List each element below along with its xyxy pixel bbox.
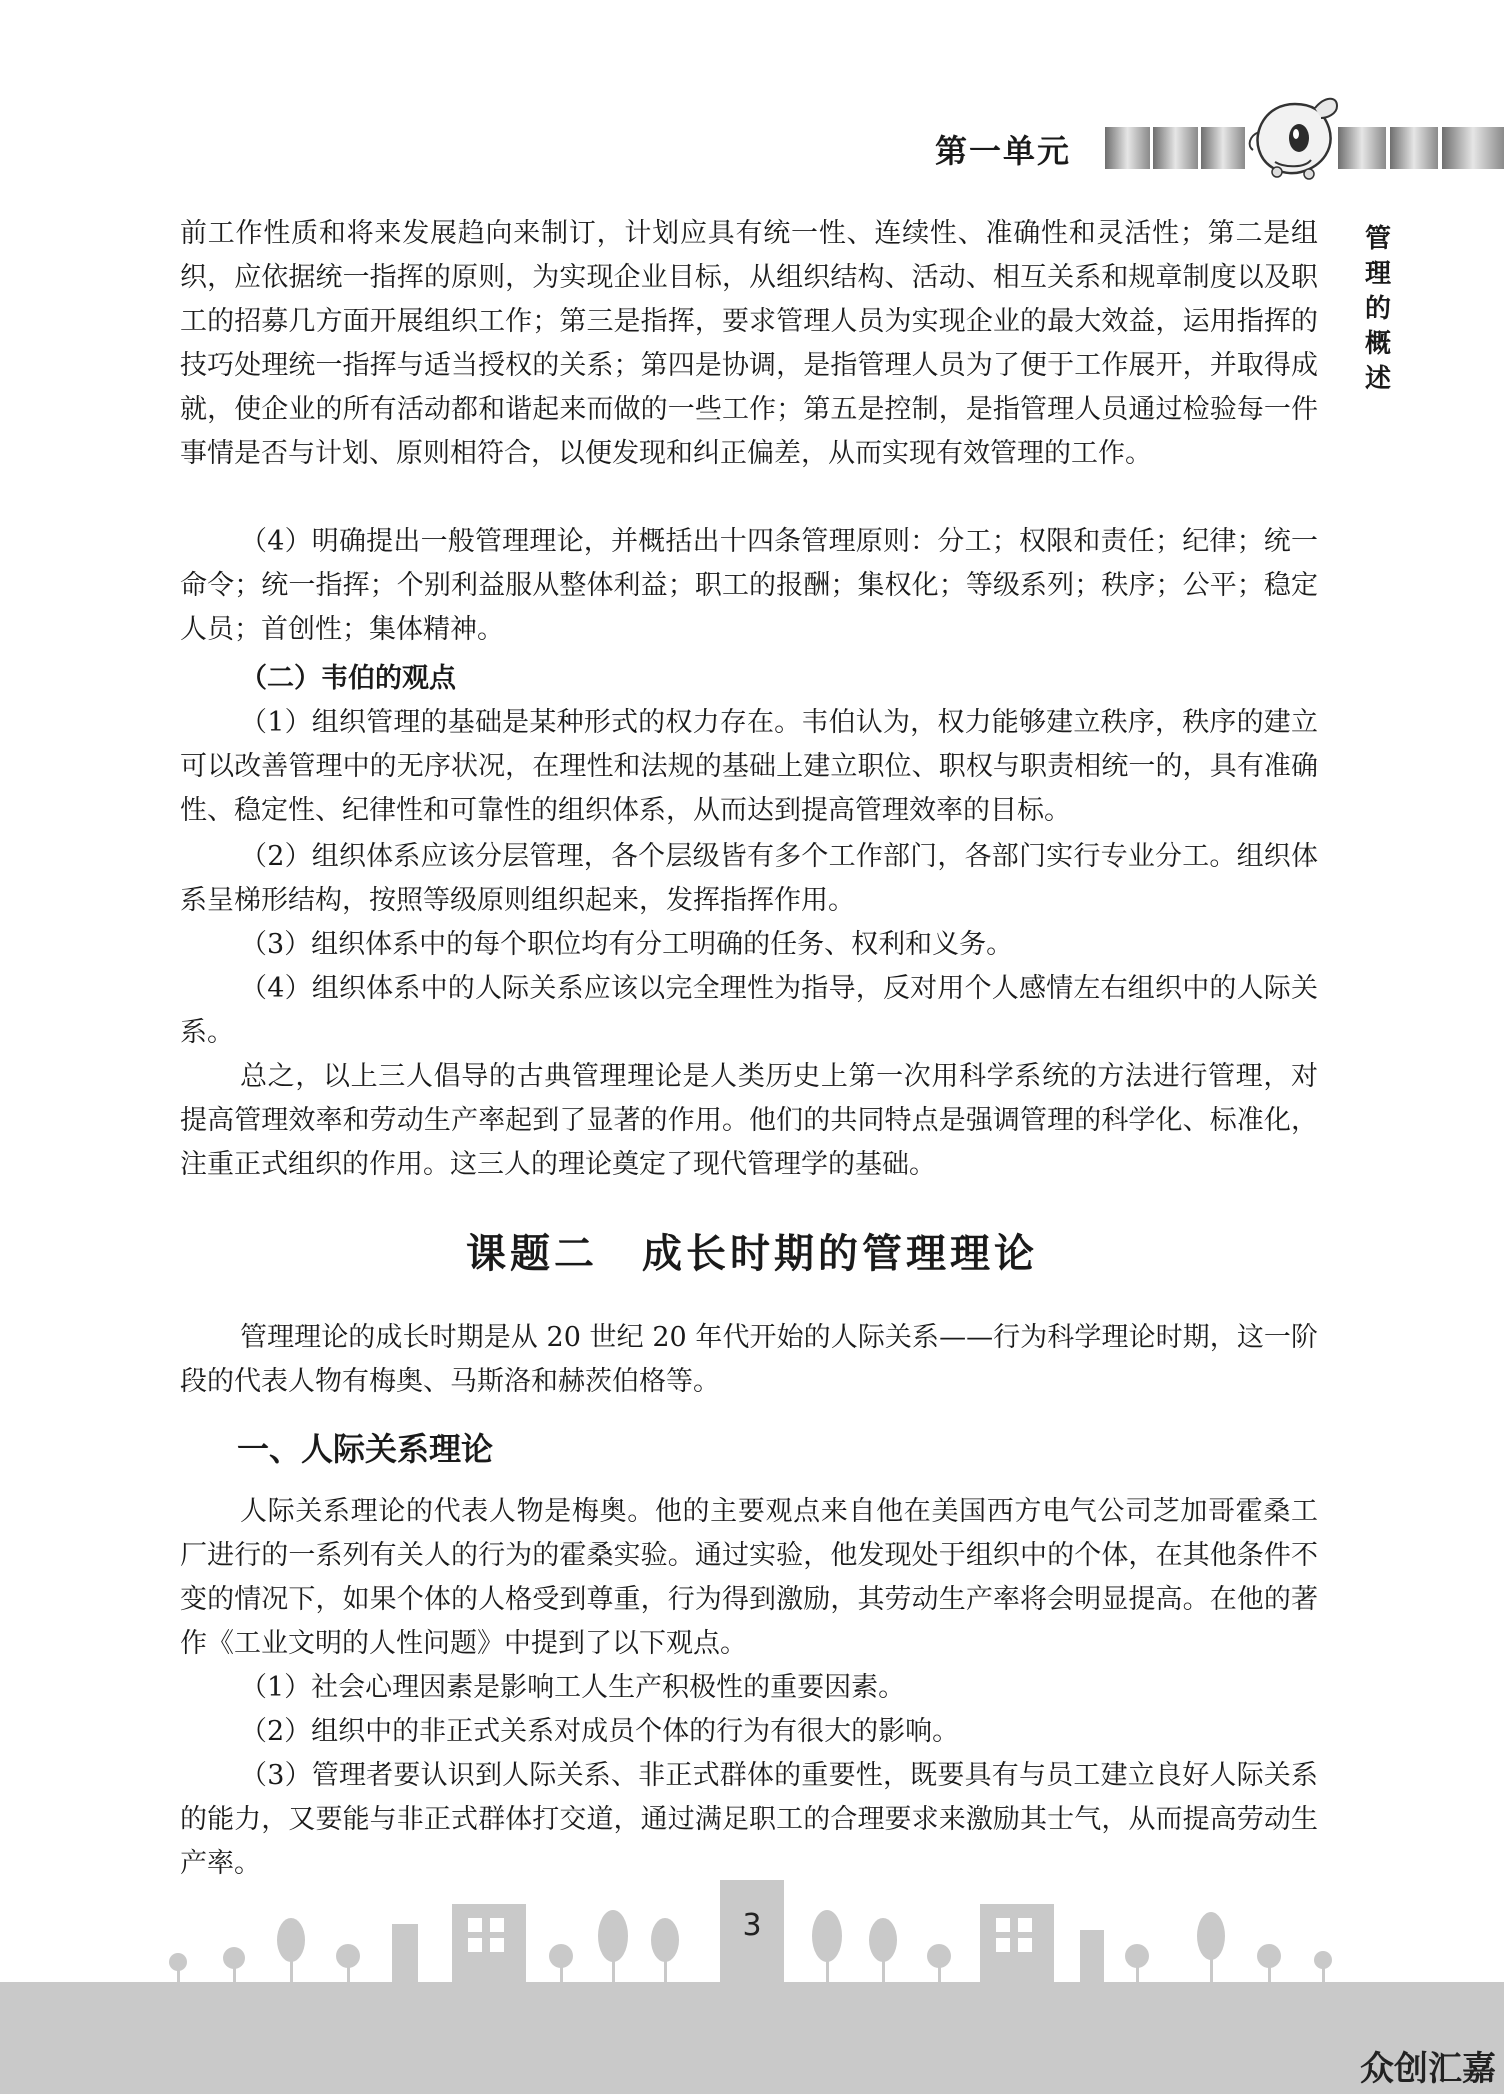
page-number: 3	[742, 1908, 762, 1943]
header-stripe-left	[1105, 127, 1245, 169]
paragraph-weber-3: （3）组织体系中的每个职位均有分工明确的任务、权利和义务。	[240, 929, 1014, 960]
header-stripe-right	[1338, 127, 1504, 169]
paragraph-hr-intro: 人际关系理论的代表人物是梅奥。他的主要观点来自他在美国西方电气公司芝加哥霍桑工厂进行的一系列有关人的行为的霍桑实验。通过实验，他发现处于组织中的个体，在其他条件不变的情况下，如果个体的人格受到尊重，行为得到激励，其劳动生产率将会明显提高。在他的著作《工业文明的人性问题》中提到了以下观点。	[180, 1496, 1318, 1659]
paragraph-intro: 管理理论的成长时期是从 20 世纪 20 年代开始的人际关系——行为科学理论时期，这一阶段的代表人物有梅奥、马斯洛和赫茨伯格等。	[180, 1322, 1318, 1397]
side-label-char: 的	[1364, 294, 1391, 324]
paragraph-fayol-functions: 前工作性质和将来发展趋向来制订，计划应具有统一性、连续性、准确性和灵活性；第二是组织，应依据统一指挥的原则，为实现企业目标，从组织结构、活动、相互关系和规章制度以及职工的招募几方面开展组织工作；第三是指挥，要求管理人员为实现企业的最大效益，运用指挥的技巧处理统一指挥与适当授权的关系；第四是协调，是指管理人员为了便于工作展开，并取得成就，使企业的所有活动都和谐起来而做的一些工作；第五是控制，是指管理人员通过检验每一件事情是否与计划、原则相符合，以便发现和纠正偏差，从而实现有效管理的工作。	[180, 218, 1318, 469]
footer-scenery	[0, 1870, 1504, 2094]
mascot-illustration	[1245, 92, 1343, 180]
paragraph-fayol-principles: （4）明确提出一般管理理论，并概括出十四条管理原则：分工；权限和责任；纪律；统一命令；统一指挥；个别利益服从整体利益；职工的报酬；集权化；等级系列；秩序；公平；稳定人员；首创性；集体精神。	[180, 526, 1318, 645]
paragraph-summary: 总之，以上三人倡导的古典管理理论是人类历史上第一次用科学系统的方法进行管理，对提高管理效率和劳动生产率起到了显著的作用。他们的共同特点是强调管理的科学化、标准化，注重正式组织的作用。这三人的理论奠定了现代管理学的基础。	[180, 1061, 1318, 1180]
side-label-char: 管	[1364, 224, 1391, 254]
paragraph-hr-2: （2）组织中的非正式关系对成员个体的行为有很大的影响。	[240, 1716, 960, 1747]
chapter-side-label	[1358, 222, 1398, 397]
side-label-char: 概	[1364, 329, 1391, 359]
side-label-char: 理	[1364, 259, 1391, 289]
paragraph-weber-1: （1）组织管理的基础是某种形式的权力存在。韦伯认为，权力能够建立秩序，秩序的建立可以改善管理中的无序状况，在理性和法规的基础上建立职位、职权与职责相统一的，具有准确性、稳定性、纪律性和可靠性的组织体系，从而达到提高管理效率的目标。	[180, 707, 1318, 826]
paragraph-weber-2: （2）组织体系应该分层管理，各个层级皆有多个工作部门，各部门实行专业分工。组织体系呈梯形结构，按照等级原则组织起来，发挥指挥作用。	[180, 841, 1318, 916]
side-label-char: 述	[1364, 364, 1391, 394]
paragraph-hr-1: （1）社会心理因素是影响工人生产积极性的重要因素。	[240, 1672, 906, 1703]
paragraph-weber-4: （4）组织体系中的人际关系应该以完全理性为指导，反对用个人感情左右组织中的人际关系。	[180, 973, 1318, 1048]
section-title: 一、人际关系理论	[237, 1430, 494, 1468]
paragraph-hr-3: （3）管理者要认识到人际关系、非正式群体的重要性，既要具有与员工建立良好人际关系的能力，又要能与非正式群体打交道，通过满足职工的合理要求来激励其士气，从而提高劳动生产率。	[180, 1760, 1318, 1879]
subheading-weber: （二）韦伯的观点	[240, 663, 456, 694]
unit-title: 第一单元	[935, 132, 1072, 170]
lesson-title: 课题二 成长时期的管理理论	[466, 1231, 1038, 1277]
brand-watermark: 众创汇嘉	[1360, 2049, 1496, 2089]
